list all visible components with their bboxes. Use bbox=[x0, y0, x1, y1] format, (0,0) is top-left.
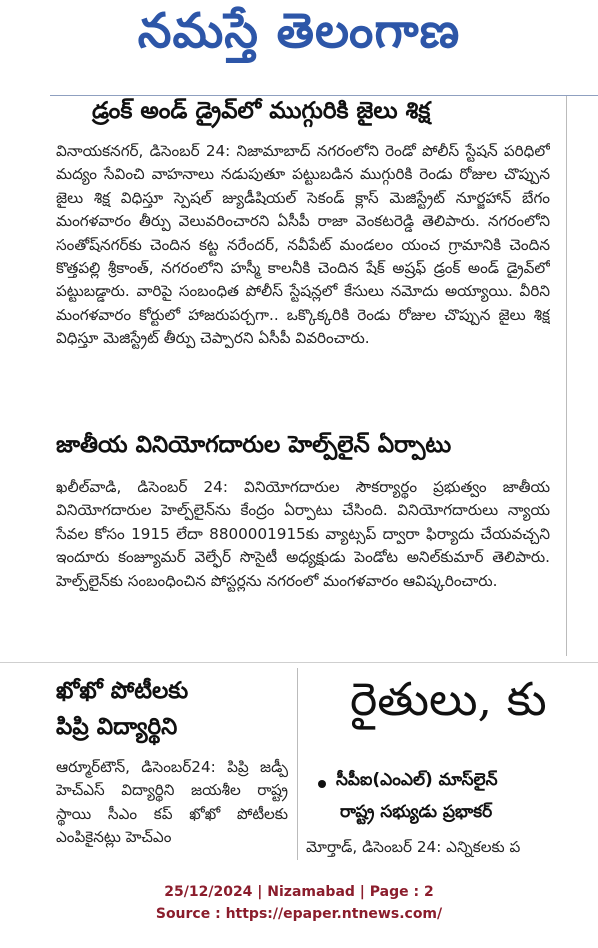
article1-text: వినాయకనగర్, డిసెంబర్ 24: నిజామాబాద్ నగరంలోని రెండో పోలీస్ స్టేషన్ పరిధిలో మద్యం సేవించి వాహనాలు నడుపుతూ పట్టుబడిన ముగ్గురికి రెండు రోజుల చొప్పున జైలు శిక్ష విధిస్తూ స్పెషల్ జ్యుడీషియల్ సెకండ్ క్లాస్ మెజిస్ట్రేట్ నూర్జహాన్ బేగం మంగళవారం తీర్పు వెలువరించారని ఏసీపీ రాజా వెంకటరెడ్డి తెలిపారు. నగరంలోని సంతోష్‌నగర్‌కు చెందిన కట్ట నరేందర్, నవీపేట్ మండలం యంచ గ్రామానికి చెందిన కొత్తపల్లి శ్రీకాంత్, నగరంలోని హస్మీ కాలనీకి చెందిన షేక్ అష్రఫ్ డ్రంక్ అండ్ డ్రైవ్‌లో పట్టుబడ్డారు. వారిపై సంబంధిత పోలీస్ స్టేషన్లలో కేసులు నమోదు అయ్యాయి. వీరిని మంగళవారం కోర్టులో హాజరుపర్చగా.. ఒక్కొక్కరికి రెండు రోజుల చొప్పున జైలు శిక్ష విధిస్తూ మెజిస్ట్రేట్ తీర్పు చెప్పారని ఏసీపీ వివరించారు. bbox=[56, 142, 550, 348]
article4-bullet: సీపీఐ(ఎంఎల్) మాస్‌లైన్ bbox=[336, 770, 498, 790]
divider bbox=[0, 662, 598, 663]
masthead-logo bbox=[0, 0, 598, 74]
article2-body bbox=[56, 476, 550, 646]
article1-headline: డ్రంక్ అండ్ డ్రైవ్‌లో ముగ్గురికి జైలు శిక్ష bbox=[92, 98, 431, 124]
article2-text: ఖలీల్‌వాడి, డిసెంబర్ 24: వినియోగదారుల సౌకర్యార్థం ప్రభుత్వం జాతీయ వినియోగదారుల హెల్ప్‌లైన్‌ను కేంద్రం ఏర్పాటు చేసింది. వినియోగదారులు న్యాయ సేవల కోసం 1915 లేదా 8800001915కు వ్యాట్సప్ ద్వారా ఫిర్యాదు చేయవచ్చని ఇందూరు కంజ్యూమర్ వెల్ఫేర్ సొసైటీ అధ్యక్షుడు పెండోట అనిల్‌కుమార్ తెలిపారు. హెల్ప్‌లైన్‌కు సంబంధించిన పోస్టర్లను నగరంలో మంగళవారం ఆవిష్కరించారు. bbox=[56, 478, 550, 590]
article3-body bbox=[56, 756, 288, 852]
column-divider bbox=[297, 668, 298, 860]
article2-headline: జాతీయ వినియోగదారుల హెల్ప్‌లైన్ ఏర్పాటు bbox=[56, 432, 452, 458]
bullet-icon bbox=[318, 780, 326, 788]
column-divider bbox=[566, 96, 567, 656]
article4-subline: రాష్ట్ర సభ్యుడు ప్రభాకర్ bbox=[340, 802, 493, 822]
article3-text: ఆర్మూర్‌టౌన్, డిసెంబర్24: పిప్రి జడ్పీ హెచ్ఎస్ విద్యార్థిని జయశీల రాష్ట్ర స్థాయి సీఎం కప్ ఖోఖో పోటీలకు ఎంపికైనట్లు హెచ్ఎం bbox=[56, 758, 288, 847]
footer-source-link[interactable]: Source : https://epaper.ntnews.com/ bbox=[155, 906, 443, 922]
article4-text: మోర్తాడ్, డిసెంబర్ 24: ఎన్నికలకు ప bbox=[306, 838, 521, 856]
article1-body bbox=[56, 140, 550, 432]
divider bbox=[50, 95, 598, 96]
footer-date-edition: 25/12/2024 | Nizamabad | Page : 2 bbox=[164, 884, 434, 900]
article3-headline-line2: పిప్రి విద్యార్థిని bbox=[56, 714, 178, 740]
article3-headline-line1: ఖోఖో పోటీలకు bbox=[56, 678, 189, 704]
article4-headline: రైతులు, కు bbox=[350, 672, 547, 726]
article4-body bbox=[306, 836, 598, 860]
newspaper-title: నమస్తే తెలంగాణ bbox=[137, 3, 461, 59]
